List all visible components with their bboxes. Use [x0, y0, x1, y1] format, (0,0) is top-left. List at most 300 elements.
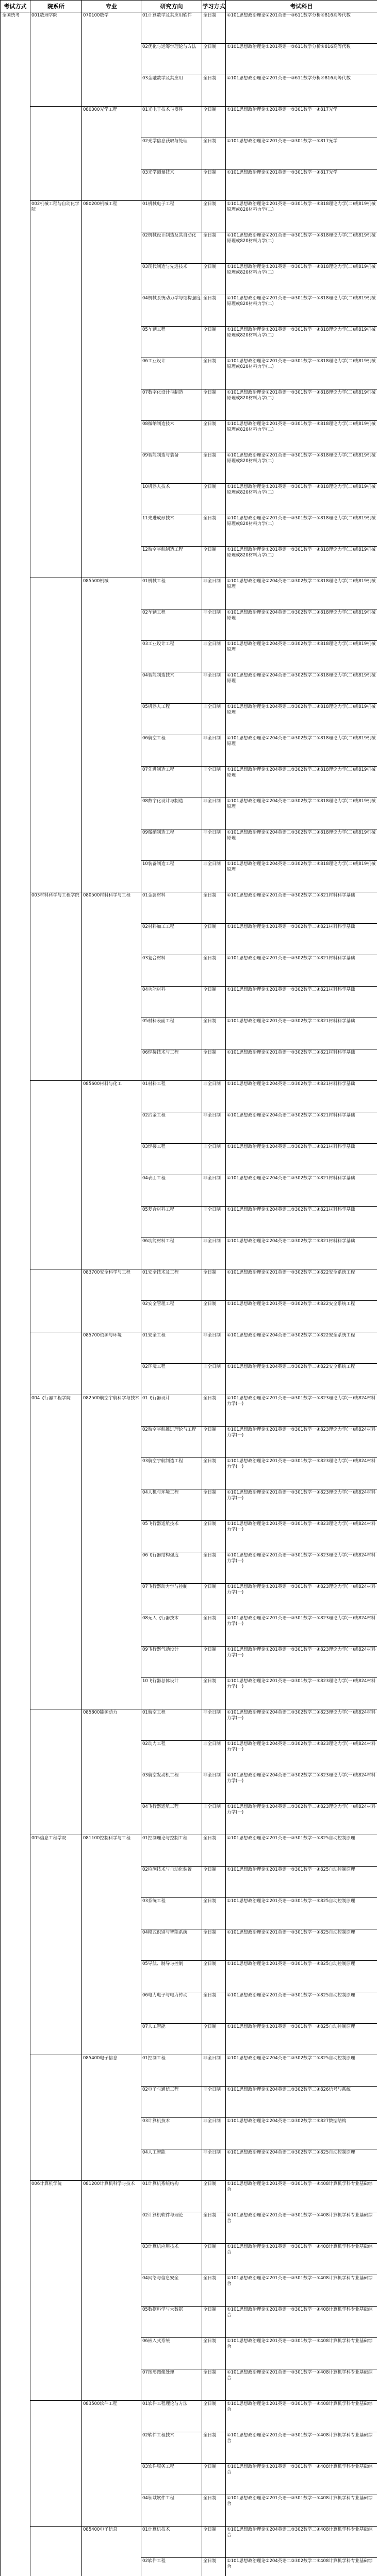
direction: 04模式识别与智能系统 [142, 1930, 188, 1935]
study-mode: 非全日制 [203, 1741, 221, 1747]
header-direction: 研究方向 [141, 1, 202, 12]
direction-cell [141, 264, 202, 295]
direction-cell [141, 2369, 202, 2401]
direction-cell [141, 1207, 202, 1238]
major-cell [82, 2401, 141, 2527]
study-mode-cell [202, 1049, 226, 1081]
direction: 06功能材料工程 [142, 1239, 174, 1244]
direction: 02机械设计制造及其自动化 [142, 233, 196, 238]
direction: 01控制理论与控制工程 [142, 1836, 188, 1841]
exam-subjects: ①101思想政治理论②201英语一③301数学一④818理论力学(二)或819机械原理或820材料力学(二) [227, 233, 376, 244]
exam-subjects: ①101思想政治理论②201英语一③611数学分析④816高等代数 [227, 76, 351, 81]
direction: 02动力工程 [142, 1741, 166, 1747]
direction: 10飞行器总体设计 [142, 1679, 179, 1684]
exam-subjects-cell [226, 1144, 377, 1175]
study-mode: 全日制 [203, 1427, 217, 1432]
direction-cell [141, 955, 202, 987]
dept-cell [30, 107, 82, 201]
direction-cell [141, 2495, 202, 2527]
dept-name [30, 1081, 81, 1082]
study-mode: 非全日制 [203, 1333, 221, 1338]
dept-cell [30, 2401, 82, 2527]
direction: 03计算机应用技术 [142, 2244, 179, 2249]
study-mode: 全日制 [203, 1459, 217, 1464]
direction-cell [141, 2181, 202, 2212]
study-mode: 全日制 [203, 1490, 217, 1495]
exam-subjects: ①101思想政治理论②201英语一③301数学一④818理论力学(二)或819机械原理或820材料力学(二) [227, 296, 376, 307]
direction-cell [141, 232, 202, 264]
exam-subjects-cell [226, 829, 377, 861]
study-mode: 全日制 [203, 2244, 217, 2249]
exam-mode: 全国统考 [2, 13, 20, 18]
exam-subjects: ①101思想政治理论②201英语一③301数学一④818理论力学(二)或819机械原理或820材料力学(二) [227, 390, 376, 401]
study-mode: 全日制 [203, 2213, 217, 2218]
exam-subjects: ①101思想政治理论②201英语一③301数学一④818理论力学(二)或819机械原理或820材料力学(二) [227, 547, 376, 558]
exam-subjects: ①101思想政治理论②204英语二③302数学二④818理论力学(二)或819机械原理 [227, 610, 376, 621]
study-mode-cell [202, 1018, 226, 1049]
direction: 04人工智能 [142, 2150, 166, 2155]
exam-subjects: ①101思想政治理论②201英语一③301数学一④817光学 [227, 170, 338, 175]
study-mode: 全日制 [203, 201, 217, 207]
study-mode: 全日制 [203, 924, 217, 929]
study-mode: 全日制 [203, 233, 217, 238]
exam-subjects: ①101思想政治理论②201英语一③301数学一④818理论力学(二)或819机械原理或820材料力学(二) [227, 453, 376, 464]
exam-subjects: ①101思想政治理论②201英语一③302数学二④821材料科学基础 [227, 1019, 355, 1024]
dept-cell [30, 201, 82, 578]
exam-subjects: ①101思想政治理论②204英语二③302数学二④823理论力学(一)或824材料力学(一) [227, 1710, 376, 1721]
direction-cell [141, 892, 202, 924]
major-cell [82, 1709, 141, 1835]
major-cell [82, 107, 141, 201]
major-cell [82, 1835, 141, 2055]
major-name: 080500材料科学与工程 [83, 893, 130, 898]
exam-subjects-cell [226, 1772, 377, 1804]
direction-cell [141, 1458, 202, 1489]
dept-cell [30, 1269, 82, 1332]
study-mode-cell [202, 170, 226, 201]
exam-subjects-cell [226, 2181, 377, 2212]
direction-cell [141, 547, 202, 578]
direction: 03航空宇航制造工程 [142, 1459, 183, 1464]
dept-name: 003材料科学与工程学院 [31, 893, 79, 898]
exam-subjects: ①101思想政治理论②201英语一③301数学一④818理论力学(二)或819机械原理或820材料力学(二) [227, 359, 376, 370]
dept-cell [30, 892, 82, 1081]
major-name: 083500软件工程 [83, 2401, 118, 2406]
study-mode: 全日制 [203, 1553, 217, 1558]
study-mode-cell [202, 1521, 226, 1552]
table-row [1, 2181, 377, 2212]
exam-subjects-cell [226, 1207, 377, 1238]
exam-subjects: ①101思想政治理论②201英语一③301数学一④823理论力学(一)或824材料力学(一) [227, 1490, 376, 1501]
direction-cell [141, 1584, 202, 1615]
study-mode-cell [202, 1552, 226, 1584]
direction: 10装备制造工程 [142, 861, 174, 867]
study-mode-cell [202, 1175, 226, 1207]
major-name: 085600材料与化工 [83, 1081, 122, 1087]
exam-subjects-cell [226, 2307, 377, 2338]
study-mode: 非全日制 [203, 736, 221, 741]
exam-subjects: ①101思想政治理论②201英语一③302数学二④822安全系统工程 [227, 1301, 355, 1307]
exam-subjects-cell [226, 2338, 377, 2369]
exam-subjects: ①101思想政治理论②201英语一③301数学一④818理论力学(二)或819机械原理或820材料力学(二) [227, 421, 376, 433]
direction-cell [141, 2149, 202, 2181]
exam-subjects-cell [226, 2244, 377, 2275]
direction: 04智能制造技术 [142, 673, 174, 678]
exam-subjects-cell [226, 767, 377, 798]
direction: 12航空宇航制造工程 [142, 547, 183, 552]
study-mode-cell [202, 2181, 226, 2212]
direction: 02计算机软件与理论 [142, 2213, 183, 2218]
study-mode: 非全日制 [203, 1176, 221, 1181]
study-mode: 全日制 [203, 2496, 217, 2501]
exam-subjects: ①101思想政治理论②201英语一③302数学二④822安全系统工程 [227, 1270, 355, 1275]
study-mode: 全日制 [203, 1961, 217, 1967]
exam-subjects-cell [226, 1898, 377, 1929]
study-mode: 全日制 [203, 1679, 217, 1684]
exam-subjects-cell [226, 484, 377, 515]
direction: 09飞行器气动设计 [142, 1647, 179, 1652]
major-cell [82, 892, 141, 1081]
exam-subjects: ①101思想政治理论②201英语一③301数学一④817光学 [227, 107, 338, 112]
direction-cell [141, 1301, 202, 1332]
table-row [1, 12, 377, 44]
direction: 02电子与通信工程 [142, 2087, 179, 2092]
direction-cell [141, 1772, 202, 1804]
exam-subjects: ①101思想政治理论②204英语二③302数学二④818理论力学(二)或819机械原理 [227, 830, 376, 841]
exam-subjects: ①101思想政治理论②204英语二③302数学二④825自动控制原理 [227, 2150, 355, 2155]
study-mode-cell [202, 2212, 226, 2244]
study-mode-cell [202, 1961, 226, 1992]
direction-cell [141, 1112, 202, 1144]
study-mode: 全日制 [203, 76, 217, 81]
exam-subjects: ①101思想政治理论②204英语二③302数学二④818理论力学(二)或819机械原理 [227, 861, 376, 873]
study-mode-cell [202, 2149, 226, 2181]
exam-subjects-cell [226, 578, 377, 609]
exam-subjects-cell [226, 2055, 377, 2087]
exam-subjects: ①101思想政治理论②204英语二③302数学二④818理论力学(二)或819机械原理 [227, 579, 376, 590]
direction: 11先进成形技术 [142, 516, 174, 521]
exam-subjects-cell [226, 2558, 377, 2576]
dept-cell [30, 2181, 82, 2401]
study-mode-cell [202, 2464, 226, 2495]
direction-cell [141, 2055, 202, 2087]
exam-subjects-cell [226, 892, 377, 924]
direction-cell [141, 107, 202, 138]
direction: 05复合材料工程 [142, 1207, 174, 1212]
direction: 03金融数学及其应用 [142, 76, 183, 81]
study-mode-cell [202, 1395, 226, 1427]
exam-subjects: ①101思想政治理论②201英语一③301数学一④408计算机学科专业基础综合 [227, 2307, 373, 2318]
exam-subjects-cell [226, 1678, 377, 1709]
study-mode: 全日制 [203, 2464, 217, 2469]
dept-name [30, 2055, 81, 2056]
direction-cell [141, 201, 202, 232]
direction-cell [141, 1489, 202, 1521]
study-mode: 全日制 [203, 453, 217, 458]
study-mode-cell [202, 767, 226, 798]
study-mode: 全日制 [203, 1270, 217, 1275]
study-mode-cell [202, 2495, 226, 2527]
dept-name: 006计算机学院 [31, 2181, 62, 2187]
study-mode: 非全日制 [203, 2119, 221, 2124]
dept-name [30, 2527, 81, 2528]
exam-subjects-cell [226, 1081, 377, 1112]
direction: 06电力电子与电力传动 [142, 1993, 188, 1998]
direction-cell [141, 767, 202, 798]
study-mode-cell [202, 1269, 226, 1301]
table-row [1, 201, 377, 232]
direction-cell [141, 924, 202, 955]
direction-cell [141, 1521, 202, 1552]
study-mode-cell [202, 2401, 226, 2432]
study-mode-cell [202, 107, 226, 138]
direction: 05材料表面工程 [142, 1019, 174, 1024]
exam-subjects-cell [226, 1427, 377, 1458]
direction: 03工业设计工程 [142, 641, 174, 647]
direction-cell [141, 1961, 202, 1992]
exam-subjects-cell [226, 2369, 377, 2401]
exam-subjects-cell [226, 2401, 377, 2432]
exam-subjects-cell [226, 1992, 377, 2024]
study-mode: 非全日制 [203, 1207, 221, 1212]
direction: 01计算机系统结构 [142, 2181, 179, 2187]
major-name: 080200机械工程 [83, 201, 118, 207]
direction: 07数字化设计与制造 [142, 390, 183, 395]
exam-subjects: ①101思想政治理论②204英语二③302数学二④818理论力学(二)或819机械原理 [227, 673, 376, 684]
exam-subjects: ①101思想政治理论②204英语二③302数学二④818理论力学(二)或819机械原理 [227, 704, 376, 716]
direction-cell [141, 1175, 202, 1207]
study-mode: 全日制 [203, 1396, 217, 1401]
direction: 03软件服务工程 [142, 2464, 174, 2469]
exam-subjects-cell [226, 1835, 377, 1867]
direction-cell [141, 1364, 202, 1395]
exam-subjects: ①101思想政治理论②201英语一③302数学二④821材料科学基础 [227, 956, 355, 961]
study-mode: 非全日制 [203, 1081, 221, 1087]
dept-name [30, 1332, 81, 1333]
exam-subjects: ①101思想政治理论②204英语二③302数学二④821材料科学基础 [227, 1176, 355, 1181]
exam-subjects-cell [226, 1867, 377, 1898]
direction-cell [141, 421, 202, 452]
exam-subjects: ①101思想政治理论②201英语一③301数学一④825自动控制原理 [227, 1930, 355, 1935]
direction: 08微纳制造技术 [142, 421, 174, 427]
exam-subjects: ①101思想政治理论②204英语二③302数学二④823理论力学(一)或824材料力学(一) [227, 1741, 376, 1753]
dept-name [30, 2401, 81, 2402]
exam-subjects-cell [226, 1301, 377, 1332]
major-cell [82, 201, 141, 578]
direction: 04人机与环境工程 [142, 1490, 179, 1495]
study-mode-cell [202, 484, 226, 515]
direction-cell [141, 1678, 202, 1709]
study-mode: 全日制 [203, 1993, 217, 1998]
direction-cell [141, 1804, 202, 1835]
exam-subjects: ①101思想政治理论②201英语一③301数学一④823理论力学(一)或824材料力学(一) [227, 1521, 376, 1533]
exam-mode-cell [1, 12, 30, 2576]
study-mode-cell [202, 201, 226, 232]
direction-cell [141, 1741, 202, 1772]
direction-cell [141, 1552, 202, 1584]
study-mode-cell [202, 232, 226, 264]
dept-cell [30, 1709, 82, 1835]
study-mode-cell [202, 987, 226, 1018]
exam-subjects-cell [226, 955, 377, 987]
direction: 01软件工程理论与方法 [142, 2401, 188, 2406]
direction-cell [141, 1835, 202, 1867]
study-mode: 全日制 [203, 1584, 217, 1589]
dept-name: 001数理学院 [31, 13, 58, 18]
direction: 03焊接工程 [142, 1144, 166, 1149]
exam-subjects: ①101思想政治理论②204英语二③302数学二④821材料科学基础 [227, 1144, 355, 1149]
exam-subjects: ①101思想政治理论②201英语一③301数学一④818理论力学(二)或819机械原理或820材料力学(二) [227, 484, 376, 496]
study-mode-cell [202, 1112, 226, 1144]
exam-subjects-cell [226, 1741, 377, 1772]
exam-subjects: ①101思想政治理论②201英语一③301数学一④408计算机学科专业基础综合 [227, 2370, 373, 2381]
dept-cell [30, 578, 82, 892]
study-mode-cell [202, 1207, 226, 1238]
exam-subjects-cell [226, 295, 377, 327]
exam-subjects-cell [226, 704, 377, 735]
direction: 08无人飞行器技术 [142, 1616, 179, 1621]
exam-subjects: ①101思想政治理论②201英语一③301数学一④408计算机学科专业基础综合 [227, 2338, 373, 2350]
major-name: 083700安全科学与工程 [83, 1270, 130, 1275]
header-major: 专业 [82, 1, 141, 12]
header-row [1, 1, 377, 12]
exam-subjects-cell [226, 1364, 377, 1395]
exam-subjects: ①101思想政治理论②201英语一③301数学一④823理论力学(一)或824材料力学(一) [227, 1584, 376, 1596]
study-mode-cell [202, 1709, 226, 1741]
exam-subjects: ①101思想政治理论②201英语一③301数学一④817光学 [227, 139, 338, 144]
dept-cell [30, 2055, 82, 2181]
exam-subjects-cell [226, 327, 377, 358]
direction-cell [141, 2275, 202, 2307]
study-mode: 全日制 [203, 327, 217, 332]
direction: 01材料工程 [142, 1081, 166, 1087]
study-mode-cell [202, 547, 226, 578]
direction: 10机器人技术 [142, 484, 170, 489]
dept-cell [30, 1835, 82, 2055]
major-name: 085400电子信息 [83, 2056, 118, 2061]
study-mode: 全日制 [203, 390, 217, 395]
direction: 01安全工程 [142, 1333, 166, 1338]
major-name: 081100控制科学与工程 [83, 1836, 130, 1841]
exam-subjects: ①101思想政治理论②201英语一③301数学一④408计算机学科专业基础综合 [227, 2496, 373, 2507]
exam-subjects: ①101思想政治理论②201英语一③301数学一④825自动控制原理 [227, 1961, 355, 1967]
major-cell [82, 1395, 141, 1709]
major-cell [82, 1332, 141, 1395]
direction-cell [141, 829, 202, 861]
exam-subjects-cell [226, 1332, 377, 1364]
exam-subjects-cell [226, 987, 377, 1018]
major-name: 081200计算机科学与技术 [83, 2181, 135, 2187]
study-mode-cell [202, 1804, 226, 1835]
study-mode: 全日制 [203, 139, 217, 144]
exam-subjects-cell [226, 1584, 377, 1615]
study-mode: 非全日制 [203, 610, 221, 615]
direction-cell [141, 1238, 202, 1269]
exam-subjects-cell [226, 1112, 377, 1144]
study-mode-cell [202, 924, 226, 955]
exam-subjects-cell [226, 12, 377, 44]
study-mode-cell [202, 2432, 226, 2464]
study-mode-cell [202, 1458, 226, 1489]
study-mode: 全日制 [203, 1301, 217, 1307]
direction-cell [141, 2558, 202, 2576]
direction-cell [141, 861, 202, 892]
direction-cell [141, 2212, 202, 2244]
exam-subjects: ①101思想政治理论②201英语一③301数学一④818理论力学(二)或819机械原理或820材料力学(二) [227, 201, 376, 213]
study-mode-cell [202, 578, 226, 609]
exam-subjects-cell [226, 1018, 377, 1049]
major-name: 080300光学工程 [83, 107, 118, 112]
study-mode: 全日制 [203, 2558, 217, 2564]
direction: 02检测技术与自动化装置 [142, 1867, 192, 1872]
direction: 02安全管理工程 [142, 1301, 174, 1307]
direction: 04网络与信息安全 [142, 2276, 179, 2281]
exam-subjects: ①101思想政治理论②201英语一③301数学一④823理论力学(一)或824材料力学(一) [227, 1427, 376, 1438]
study-mode: 非全日制 [203, 1364, 221, 1369]
dept-name: 002机械工程与自动化学院 [31, 201, 79, 213]
exam-subjects-cell [226, 1804, 377, 1835]
major-cell [82, 1081, 141, 1269]
exam-subjects: ①101思想政治理论②201英语一③302数学二④821材料科学基础 [227, 893, 355, 898]
direction: 06工业设计 [142, 359, 166, 364]
study-mode: 全日制 [203, 264, 217, 269]
major-name: 085800能源动力 [83, 1710, 118, 1715]
direction-cell [141, 75, 202, 107]
exam-subjects-cell [226, 672, 377, 704]
direction-cell [141, 1049, 202, 1081]
direction: 07飞行器动力学与控制 [142, 1584, 188, 1589]
direction-cell [141, 1395, 202, 1427]
exam-subjects: ①101思想政治理论②201英语一③301数学一④408计算机学科专业基础综合 [227, 2244, 373, 2256]
direction: 05导航、制导与控制 [142, 1961, 183, 1967]
exam-subjects-cell [226, 138, 377, 170]
study-mode: 全日制 [203, 1867, 217, 1872]
study-mode: 非全日制 [203, 830, 221, 835]
exam-subjects: ①101思想政治理论②201英语一③611数学分析④816高等代数 [227, 13, 351, 18]
study-mode: 全日制 [203, 516, 217, 521]
study-mode-cell [202, 2369, 226, 2401]
major-cell [82, 2055, 141, 2181]
study-mode: 全日制 [203, 44, 217, 49]
major-cell [82, 12, 141, 107]
exam-subjects: ①101思想政治理论②201英语一③301数学一④408计算机学科专业基础综合 [227, 2181, 373, 2193]
study-mode-cell [202, 264, 226, 295]
exam-subjects: ①101思想政治理论②201英语一③301数学一④818理论力学(二)或819机械原理或820材料力学(二) [227, 327, 376, 338]
study-mode: 全日制 [203, 2276, 217, 2281]
direction: 06嵌入式系统 [142, 2338, 170, 2344]
direction: 08数字化设计与制造 [142, 799, 183, 804]
study-mode: 非全日制 [203, 2150, 221, 2155]
direction-cell [141, 672, 202, 704]
exam-subjects: ①101思想政治理论②204英语二③302数学二④818理论力学(二)或819机械原理 [227, 641, 376, 653]
direction: 02车辆工程 [142, 610, 166, 615]
table-row [1, 1081, 377, 1112]
direction-cell [141, 1332, 202, 1364]
direction: 05机器人工程 [142, 704, 170, 709]
direction-cell [141, 1929, 202, 1961]
dept-cell [30, 12, 82, 107]
exam-subjects: ①101思想政治理论②201英语一③301数学一④825自动控制原理 [227, 1836, 355, 1841]
table-row [1, 1709, 377, 1741]
direction: 04功能材料 [142, 987, 166, 992]
exam-subjects: ①101思想政治理论②201英语一③301数学一④408计算机学科专业基础综合 [227, 2433, 373, 2444]
study-mode-cell [202, 2338, 226, 2369]
exam-subjects-cell [226, 75, 377, 107]
exam-subjects: ①101思想政治理论②201英语一③301数学一④823理论力学(一)或824材料力学(一) [227, 1553, 376, 1564]
direction-cell [141, 798, 202, 829]
direction: 01计算机技术 [142, 2527, 170, 2532]
exam-subjects-cell [226, 2024, 377, 2055]
